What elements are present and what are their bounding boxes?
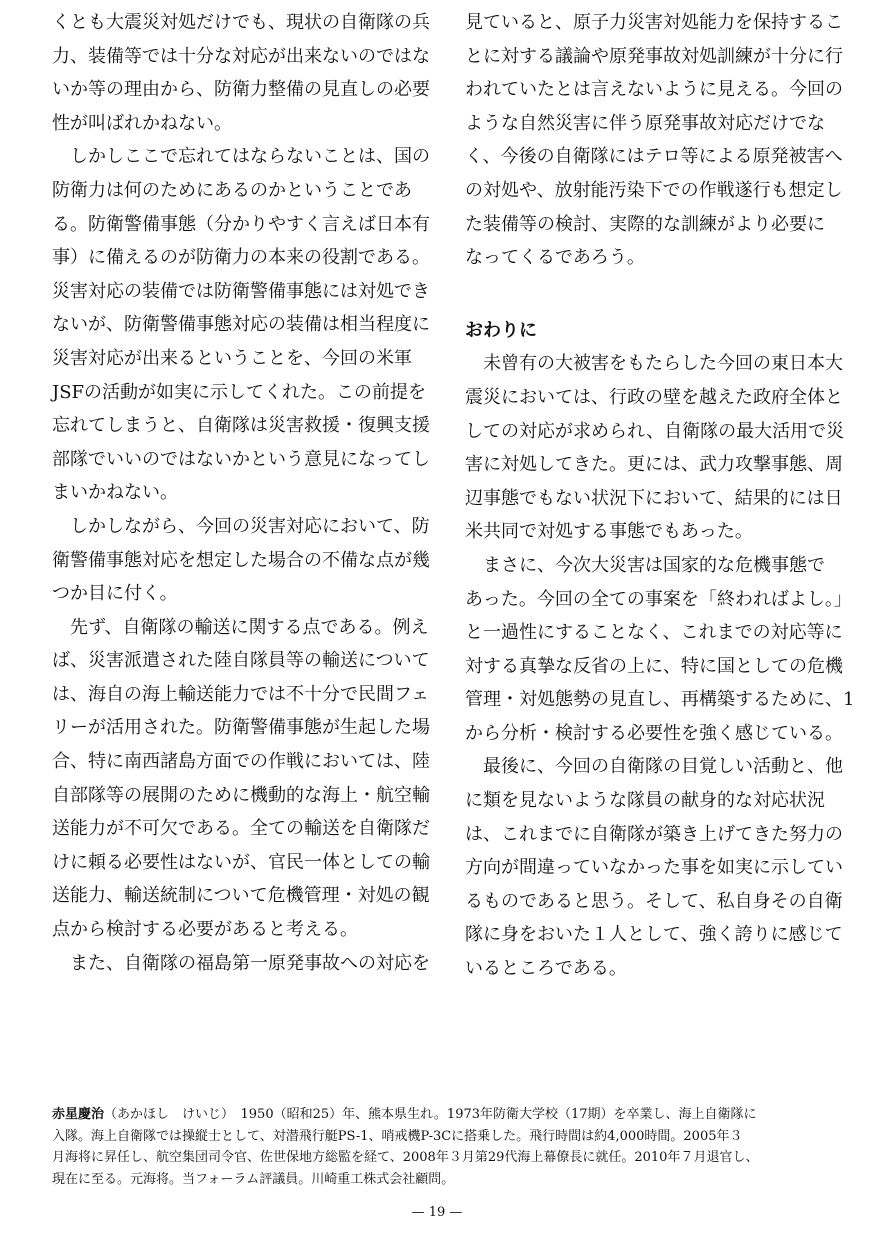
text-line: ないが、防衛警備事態対応の装備は相当程度に: [52, 314, 430, 336]
text-line: 性が叫ばれかねない。: [52, 112, 232, 134]
text-line: 対する真摯な反省の上に、特に国としての危機: [465, 655, 843, 677]
text-line: つか目に付く。: [52, 583, 178, 605]
text-line: 合、特に南西諸島方面での作戦においては、陸: [52, 751, 430, 773]
text-line: 米共同で対処する事態でもあった。: [465, 521, 753, 543]
text-line: 災害対応が出来るということを、今回の米軍: [52, 347, 412, 369]
section-gap: [465, 275, 830, 314]
text-line: 忘れてしまうと、自衛隊は災害救援・復興支援: [52, 415, 430, 437]
right-column: [465, 6, 855, 986]
text-line: まいかねない。: [52, 482, 178, 504]
text-line: に類を見ないような隊員の献身的な対応状況: [465, 790, 825, 812]
bio-line: 現在に至る。元海将。当フォーラム評議員。川崎重工株式会社顧問。: [52, 1171, 455, 1187]
text-line: 防衛力は何のためにあるのかということであ: [52, 179, 412, 201]
author-bio: [52, 1104, 832, 1190]
text-line: た装備等の検討、実際的な訓練がより必要に: [465, 213, 825, 235]
text-line: しての対応が求められ、自衛隊の最大活用で災: [465, 420, 845, 442]
section-heading: おわりに: [465, 319, 537, 341]
text-line: いるところである。: [465, 958, 627, 980]
text-line: とに対する議論や原発事故対処訓練が十分に行: [465, 45, 843, 67]
text-line: るものであると思う。そして、私自身その自衛: [465, 890, 843, 912]
left-column: [52, 6, 430, 980]
page-number: — 19 —: [411, 1205, 463, 1220]
text-line: 見ていると、原子力災害対処能力を保持するこ: [465, 12, 843, 33]
text-line: 震災においては、行政の壁を越えた政府全体と: [465, 386, 843, 408]
text-line: いか等の理由から、防衛力整備の見直しの必要: [52, 79, 430, 101]
text-line: 部隊でいいのではないかという意見になってし: [52, 448, 430, 470]
text-line: ば、災害派遣された陸自隊員等の輸送について: [52, 650, 430, 672]
text-line: と一過性にすることなく、これまでの対応等に: [465, 622, 843, 644]
text-line: しかしながら、今回の災害対応において、防: [70, 515, 430, 537]
bio-line: 入隊。海上自衛隊では操縦士として、対潜飛行艇PS-1、哨戒機P-3Cに搭乗した。飛行時間は約4,000時間。2005年３: [52, 1128, 743, 1144]
text-line: る。防衛警備事態（分かりやすく言えば日本有: [52, 213, 430, 235]
text-line: 衛警備事態対応を想定した場合の不備な点が幾: [52, 549, 430, 571]
text-line: リーが活用された。防衛警備事態が生起した場: [52, 717, 430, 739]
text-line: 辺事態でもない状況下において、結果的には日: [465, 487, 843, 509]
text-line: あった。今回の全ての事案を「終わればよし。」: [465, 588, 852, 610]
text-line: 最後に、今回の自衛隊の目覚しい活動と、他: [483, 756, 843, 778]
bio-line: 月海将に昇任し、航空集団司令官、佐世保地方総監を経て、2008年３月第29代海上幕僚長に就任。2010年７月退官し、: [52, 1150, 759, 1166]
text-line: 送能力が不可欠である。全ての輸送を自衛隊だ: [52, 818, 430, 840]
text-line: くとも大震災対処だけでも、現状の自衛隊の兵: [52, 12, 430, 33]
text-line: 事）に備えるのが防衛力の本来の役割である。: [52, 247, 430, 269]
text-line: 災害対応の装備では防衛警備事態には対処でき: [52, 280, 430, 302]
text-line: く、今後の自衛隊にはテロ等による原発被害へ: [465, 146, 843, 168]
text-line: は、これまでに自衛隊が築き上げてきた努力の: [465, 823, 843, 845]
author-name: 赤星慶治: [52, 1107, 105, 1122]
text-line: 害に対処してきた。更には、武力攻撃事態、周: [465, 454, 843, 476]
text-line: は、海自の海上輸送能力では不十分で民間フェ: [52, 683, 430, 705]
right-column-body-top: [465, 6, 843, 275]
text-line: けに頼る必要性はないが、官民一体としての輸: [52, 851, 430, 873]
text-line: 未曾有の大被害をもたらした今回の東日本大: [483, 353, 843, 375]
text-line: から分析・検討する必要性を強く感じている。: [465, 722, 843, 744]
text-line: 自部隊等の展開のために機動的な海上・航空輸: [52, 784, 430, 806]
text-line: また、自衛隊の福島第一原発事故への対応を: [70, 952, 430, 974]
text-line: まさに、今次大災害は国家的な危機事態で: [483, 554, 825, 576]
text-line: なってくるであろう。: [465, 247, 645, 269]
text-line: の対処や、放射能汚染下での作戦遂行も想定し: [465, 179, 843, 201]
text-line: 送能力、輸送統制について危機管理・対処の観: [52, 885, 430, 907]
text-line: われていたとは言えないように見える。今回の: [465, 79, 843, 101]
text-line: 隊に身をおいた１人として、強く誇りに感じて: [465, 924, 843, 946]
right-column-body-bottom: [465, 347, 855, 985]
text-line: 先ず、自衛隊の輸送に関する点である。例え: [70, 616, 429, 638]
bio-text: （あかほし けいじ） 1950（昭和25）年、熊本県生れ。1973年防衛大学校（17期）を卒業し、海上自衛隊に: [104, 1107, 757, 1122]
text-line: 管理・対処態勢の見直し、再構築するために、1: [465, 689, 855, 711]
text-line: 力、装備等では十分な対応が出来ないのではな: [52, 45, 430, 67]
text-line: JSFの活動が如実に示してくれた。この前提を: [52, 381, 427, 403]
text-line: ような自然災害に伴う原発事故対応だけでな: [465, 112, 825, 134]
bio-line: [52, 1104, 832, 1126]
text-line: 点から検討する必要があると考える。: [52, 919, 358, 941]
text-line: しかしここで忘れてはならないことは、国の: [70, 146, 430, 168]
text-line: 方向が間違っていなかった事を如実に示してい: [465, 857, 843, 879]
